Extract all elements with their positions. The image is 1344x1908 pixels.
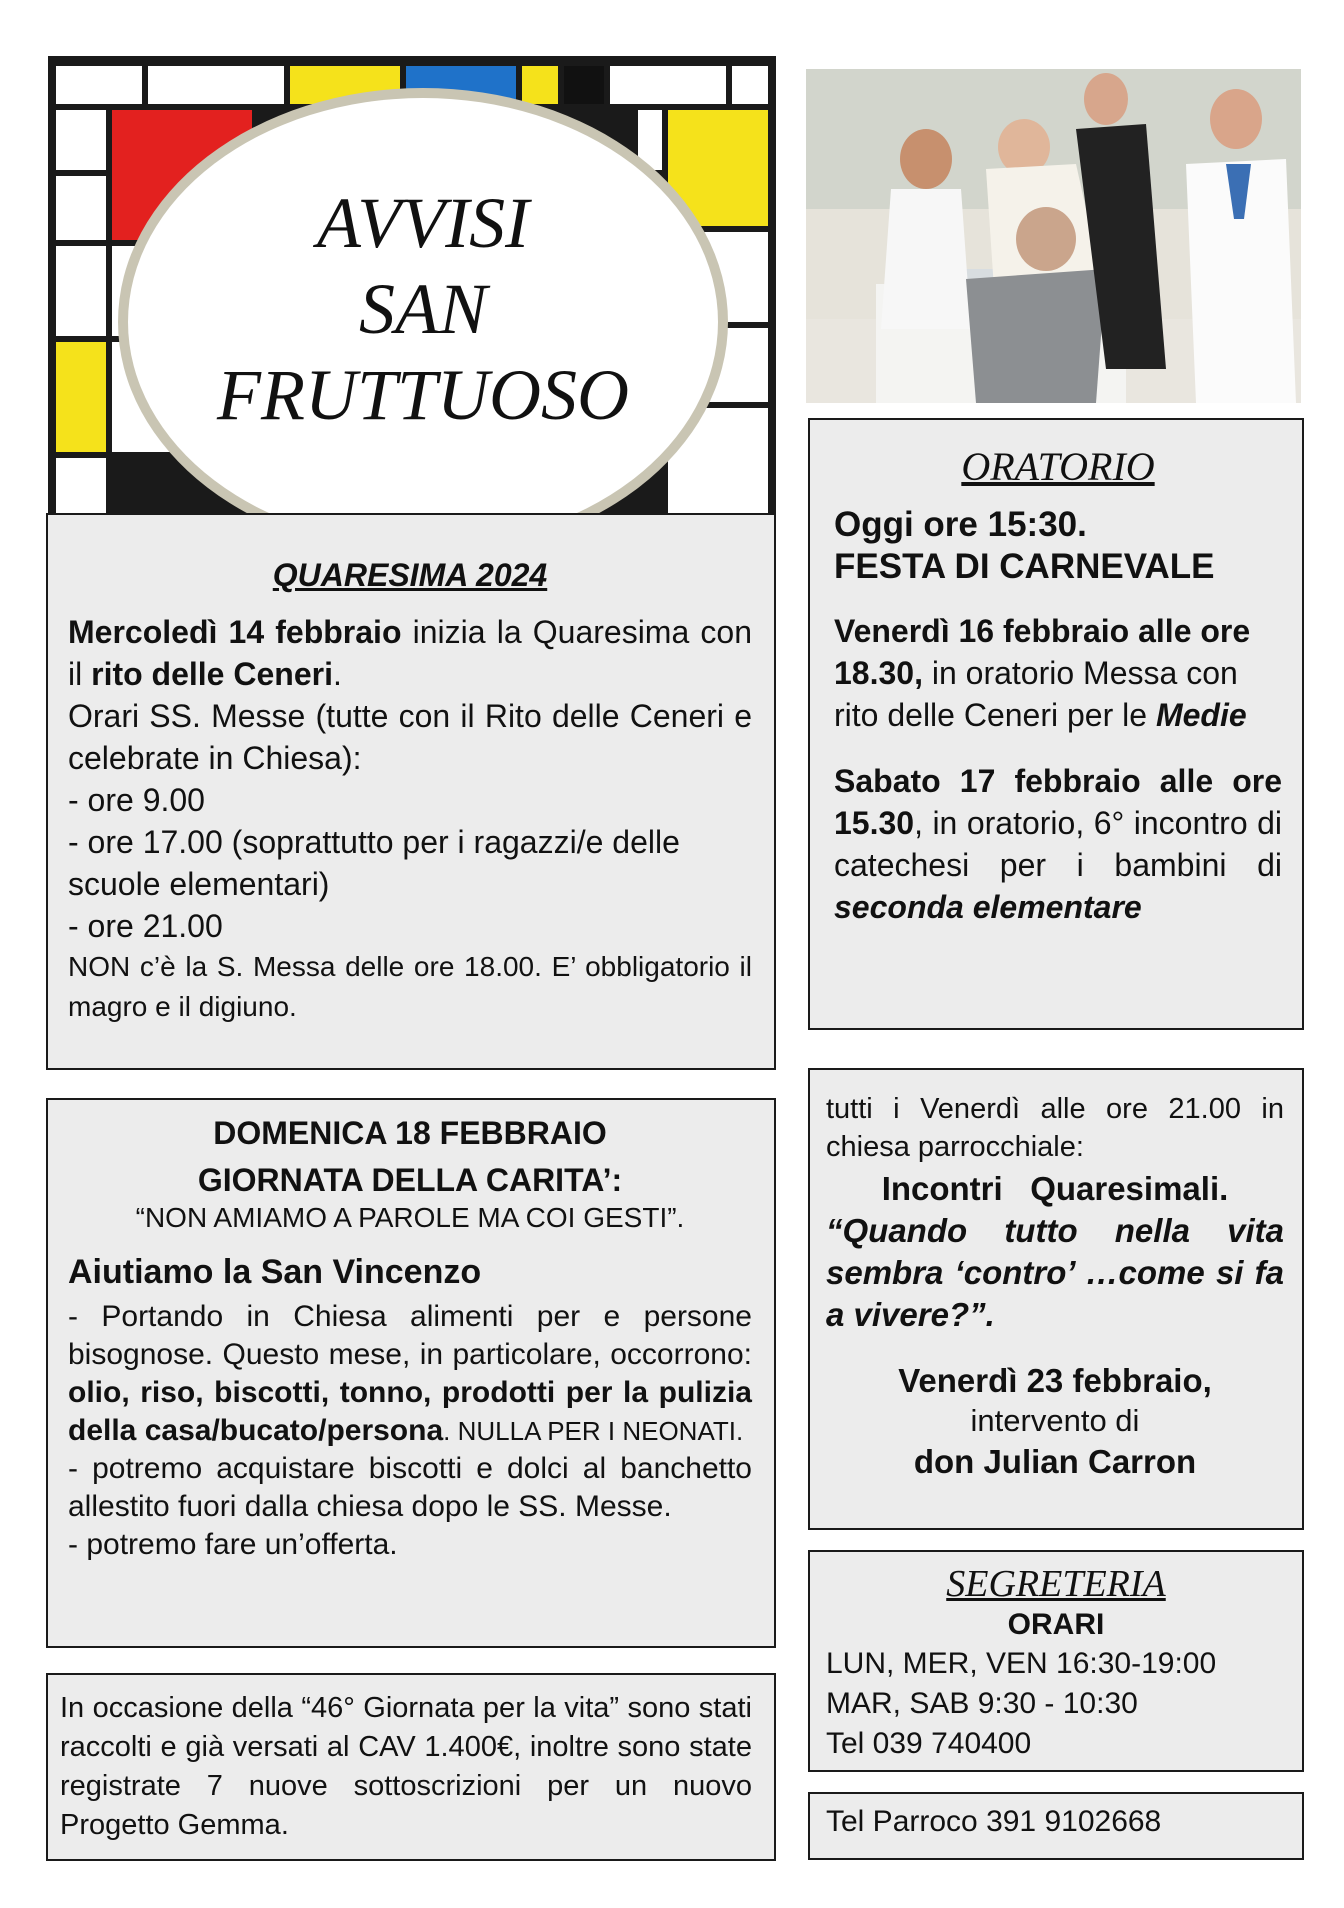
oratorio-catechesi-text: , in oratorio, 6° incontro di catechesi per i bambini di bbox=[834, 805, 1282, 883]
carita-date: DOMENICA 18 FEBBRAIO bbox=[213, 1115, 607, 1151]
parroco-box bbox=[808, 1792, 1304, 1860]
oratorio-messa-date: Venerdì 16 febbraio alle ore 18.30, bbox=[834, 613, 1251, 691]
parroco-phone: Tel Parroco 391 9102668 bbox=[826, 1805, 1162, 1838]
incontri-title: Incontri Quaresimali. bbox=[881, 1170, 1229, 1207]
carita-bullet-1 bbox=[68, 1298, 752, 1450]
quaresima-intro-end: . bbox=[332, 656, 342, 692]
quaresima-intro-text: inizia la Quaresima con il bbox=[68, 614, 753, 692]
oratorio-seconda-elementare: seconda elementare bbox=[834, 889, 1142, 925]
page-title bbox=[128, 180, 718, 438]
oratorio-medie: Medie bbox=[1155, 697, 1247, 733]
quaresima-orario-1: - ore 9.00 bbox=[68, 782, 205, 818]
oratorio-head-1: Oggi ore 15:30. bbox=[834, 505, 1087, 544]
incontri-intervento: intervento di bbox=[970, 1403, 1140, 1438]
quaresima-title: QUARESIMA 2024 bbox=[272, 557, 548, 593]
title-line-3: FRUTTUOSO bbox=[216, 355, 630, 435]
oratorio-messa bbox=[834, 610, 1282, 736]
oratorio-catechesi bbox=[834, 760, 1282, 928]
carita-box bbox=[46, 1098, 776, 1648]
oratorio-messa-text: in oratorio Messa con rito delle Ceneri per le bbox=[834, 655, 1238, 733]
incontri-speaker: don Julian Carron bbox=[913, 1443, 1197, 1480]
giornata-vita-text: In occasione della “46° Giornata per la vita” sono stati raccolti e già versati al CAV 1.400€, inoltre sono state registrate 7 nuove sottoscrizioni per un nuovo Progetto Gemma. bbox=[60, 1692, 752, 1841]
incontri-date: Venerdì 23 febbraio, bbox=[898, 1362, 1212, 1399]
carita-bullet-2: - potremo acquistare biscotti e dolci al banchetto allestito fuori dalla chiesa dopo le SS. Messe. bbox=[68, 1452, 752, 1523]
oratorio-head-2: FESTA DI CARNEVALE bbox=[834, 547, 1215, 586]
quaresima-orario-2: - ore 17.00 (soprattutto per i ragazzi/e delle scuole elementari) bbox=[68, 824, 680, 902]
oratorio-title: ORATORIO bbox=[961, 444, 1155, 489]
giornata-vita-box bbox=[46, 1673, 776, 1861]
carita-bullet-3: - potremo fare un’offerta. bbox=[68, 1528, 398, 1561]
incontri-intro: tutti i Venerdì alle ore 21.00 in chiesa parrocchiale: bbox=[826, 1093, 1284, 1163]
title-line-1: AVVISI bbox=[316, 183, 530, 263]
segreteria-box bbox=[808, 1550, 1304, 1772]
quaresima-intro bbox=[68, 611, 752, 695]
incontri-box bbox=[808, 1068, 1304, 1530]
carita-bullet-1-text: - Portando in Chiesa alimenti per e persone bisognose. Questo mese, in particolare, occorrono: bbox=[68, 1300, 752, 1371]
quaresima-date: Mercoledì 14 febbraio bbox=[68, 614, 402, 650]
quaresima-box bbox=[46, 513, 776, 1070]
segreteria-orari-label: ORARI bbox=[1007, 1608, 1105, 1641]
carita-neonati: . NULLA PER I NEONATI. bbox=[443, 1416, 744, 1446]
quaresima-note: NON c’è la S. Messa delle ore 18.00. E’ obbligatorio il magro e il digiuno. bbox=[68, 951, 752, 1022]
title-line-2: SAN bbox=[358, 269, 487, 349]
carita-giornata: GIORNATA DELLA CARITA’: bbox=[197, 1162, 623, 1198]
oratorio-catechesi-date: Sabato 17 febbraio alle ore 15.30 bbox=[834, 763, 1282, 841]
oratorio-box bbox=[808, 418, 1304, 1030]
quaresima-orari-intro: Orari SS. Messe (tutte con il Rito delle Ceneri e celebrate in Chiesa): bbox=[68, 698, 752, 776]
carita-subtitle: Aiutiamo la San Vincenzo bbox=[68, 1253, 482, 1291]
quaresima-rito: rito delle Ceneri bbox=[91, 656, 333, 692]
segreteria-title: SEGRETERIA bbox=[946, 1563, 1166, 1605]
carita-quote: “NON AMIAMO A PAROLE MA COI GESTI”. bbox=[135, 1202, 685, 1233]
pope-photo bbox=[806, 69, 1301, 403]
incontri-quote: “Quando tutto nella vita sembra ‘contro’ …come si fa a vivere?”. bbox=[826, 1212, 1284, 1333]
segreteria-line-2: MAR, SAB 9:30 - 10:30 bbox=[826, 1687, 1138, 1720]
carita-items: olio, riso, biscotti, tonno, prodotti per la pulizia della casa/bucato/persona bbox=[68, 1376, 752, 1447]
segreteria-line-1: LUN, MER, VEN 16:30-19:00 bbox=[826, 1647, 1217, 1680]
segreteria-phone: Tel 039 740400 bbox=[826, 1727, 1032, 1760]
quaresima-orario-3: - ore 21.00 bbox=[68, 908, 223, 944]
